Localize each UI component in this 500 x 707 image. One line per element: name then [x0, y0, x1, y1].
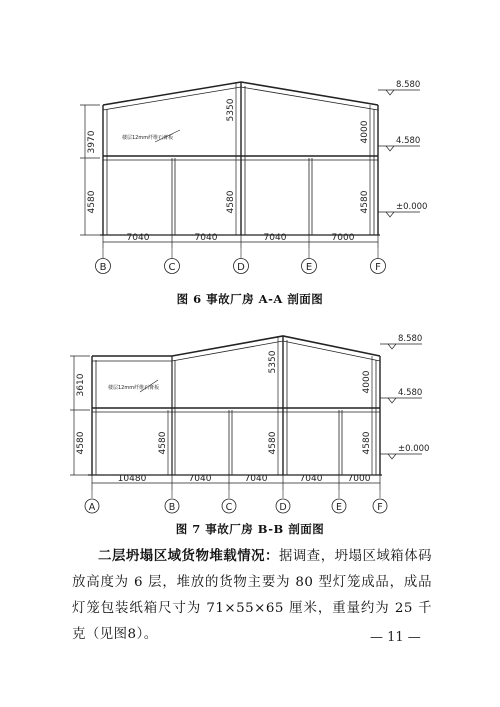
annotation-note: 楼层12mm纤维石膏板 — [122, 135, 174, 141]
span-label: 10480 — [117, 474, 147, 484]
axis-label: A — [88, 502, 96, 513]
roof-line — [92, 336, 380, 356]
axis-label: B — [99, 262, 107, 273]
axis-label: C — [168, 262, 176, 273]
span-label: 7000 — [347, 474, 371, 484]
span-label: 7040 — [126, 233, 150, 243]
axis-label: D — [279, 502, 287, 513]
height-label: 4580 — [87, 190, 97, 214]
page-number: — 11 — — [370, 630, 421, 645]
span-label: 7040 — [263, 233, 287, 243]
axis-label: C — [225, 502, 233, 513]
span-label: 7040 — [299, 474, 323, 484]
paragraph-lead: 二层坍塌区域货物堆载情况： — [98, 548, 279, 564]
height-label: 5350 — [268, 350, 278, 374]
height-label: 4000 — [362, 370, 372, 394]
height-label: 4580 — [226, 190, 236, 214]
height-label: 5350 — [226, 98, 236, 122]
annotation-note: 楼层12mm纤维石膏板 — [108, 385, 160, 391]
section-drawing-a-a — [0, 70, 500, 285]
axis-label: F — [377, 502, 383, 513]
level-label: 8.580 — [398, 334, 423, 344]
span-label: 7040 — [188, 474, 212, 484]
height-label: 4000 — [360, 120, 370, 144]
axis-label: E — [305, 262, 313, 273]
figure-7-caption: 图 7 事故厂房 B-B 剖面图 — [175, 522, 325, 536]
height-label: 4580 — [360, 190, 370, 214]
height-label: 3970 — [87, 130, 97, 154]
span-label: 7040 — [194, 233, 218, 243]
span-label: 7040 — [244, 474, 268, 484]
height-label: 4580 — [158, 431, 168, 455]
height-label: 4580 — [362, 431, 372, 455]
span-label: 7000 — [331, 233, 355, 243]
axis-label: F — [375, 262, 381, 273]
axis-label: E — [335, 502, 343, 513]
height-label: 4580 — [268, 431, 278, 455]
section-drawing-b-b — [0, 330, 500, 520]
level-label: ±0.000 — [398, 444, 430, 454]
height-label: 3610 — [76, 373, 86, 397]
paragraph-body: 据调查，坍塌区域箱体码放高度为 6 层，堆放的货物主要为 80 型灯笼成品，成品灯笼包装纸箱尺寸为 71×55×65 厘米，重量约为 25 千克（见图8）。 — [72, 549, 433, 642]
height-label: 4580 — [76, 431, 86, 455]
axis-label: B — [168, 502, 176, 513]
level-label: 4.580 — [396, 136, 421, 146]
axis-label: D — [237, 262, 245, 273]
level-label: 4.580 — [398, 388, 423, 398]
level-label: 8.580 — [396, 80, 421, 90]
level-label: ±0.000 — [396, 202, 428, 212]
figure-6-caption: 图 6 事故厂房 A-A 剖面图 — [176, 292, 324, 306]
